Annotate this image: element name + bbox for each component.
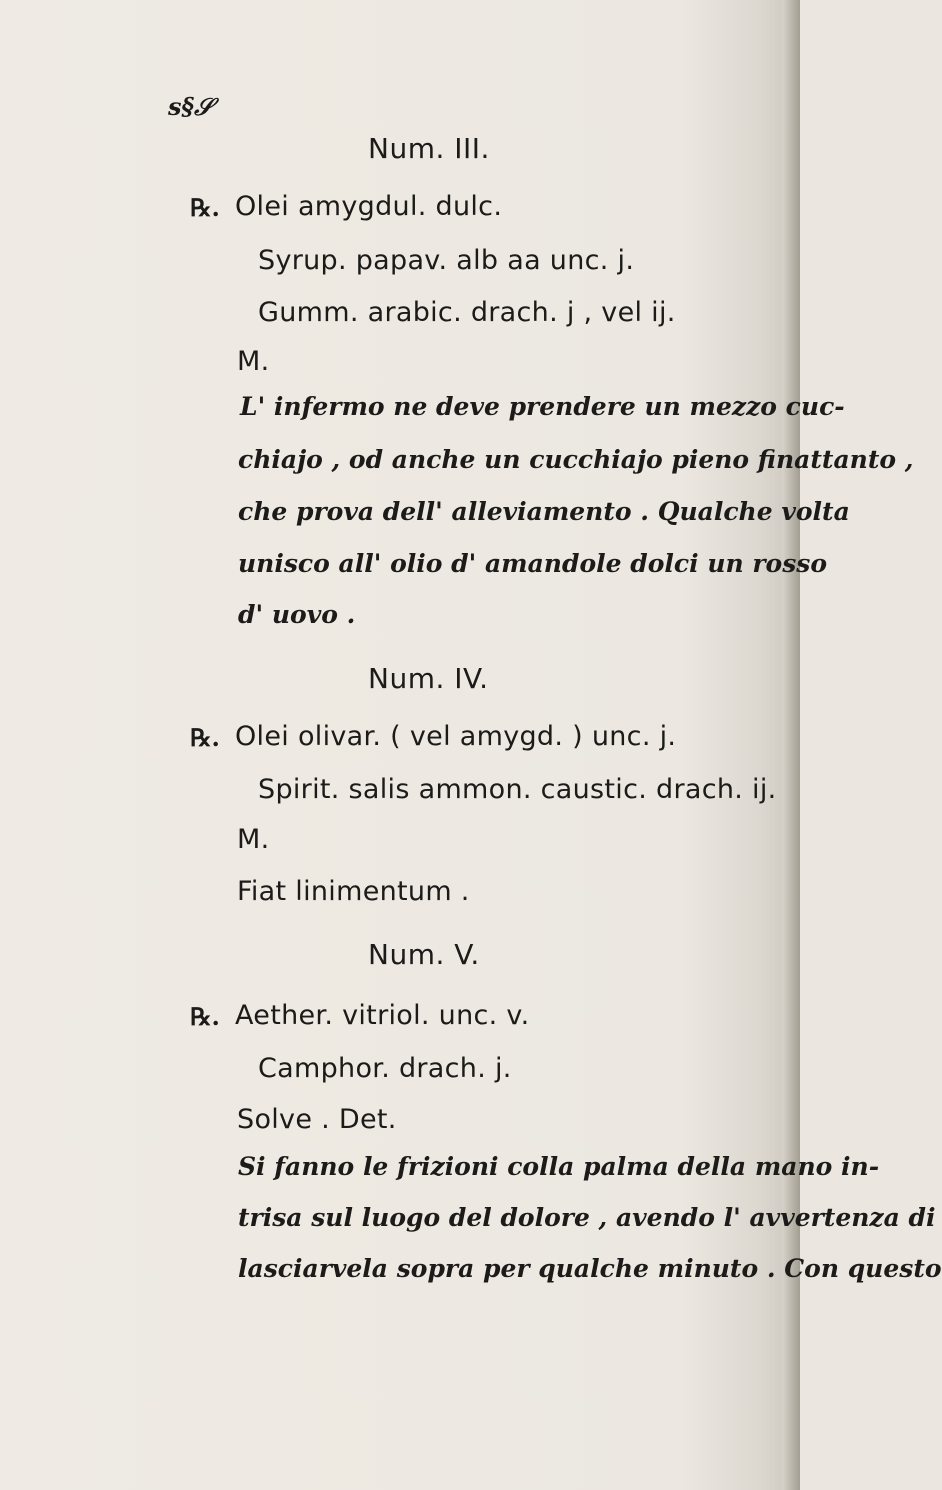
section-heading-v: Num. V. (368, 938, 480, 971)
recipe-symbol: ℞. (190, 193, 220, 222)
recipe-line: Solve . Det. (237, 1104, 397, 1135)
recipe-line: Fiat linimentum . (237, 876, 470, 907)
body-text-line: che prova dell' alleviamento . Qualche volta (238, 497, 850, 526)
recipe-line: M. (237, 824, 270, 855)
body-text-line: d' uovo . (238, 600, 356, 629)
section-heading-iii: Num. III. (368, 132, 490, 165)
body-text-line: trisa sul luogo del dolore , avendo l' avvertenza di (238, 1203, 936, 1232)
recipe-line: M. (237, 346, 270, 377)
recipe-line: Aether. vitriol. unc. v. (235, 1000, 530, 1031)
body-text-line: Si fanno le frizioni colla palma della mano in- (238, 1152, 880, 1181)
recipe-line: Gumm. arabic. drach. j , vel ij. (258, 297, 676, 328)
recipe-line: Syrup. papav. alb aa unc. j. (258, 245, 635, 276)
body-text-line: L' infermo ne deve prendere un mezzo cuc- (240, 392, 845, 421)
recipe-line: Camphor. drach. j. (258, 1053, 512, 1084)
body-text-line: lasciarvela sopra per qualche minuto . Con questo (238, 1254, 942, 1283)
page-mark: s§𝒮 (168, 92, 213, 121)
body-text-line: chiajo , od anche un cucchiajo pieno finattanto , (238, 445, 914, 474)
recipe-symbol: ℞. (190, 1002, 220, 1031)
recipe-symbol: ℞. (190, 723, 220, 752)
recipe-line: Olei olivar. ( vel amygd. ) unc. j. (235, 721, 677, 752)
body-text-line: unisco all' olio d' amandole dolci un rosso (238, 549, 828, 578)
recipe-line: Olei amygdul. dulc. (235, 191, 503, 222)
recipe-line: Spirit. salis ammon. caustic. drach. ij. (258, 774, 777, 805)
section-heading-iv: Num. IV. (368, 662, 489, 695)
